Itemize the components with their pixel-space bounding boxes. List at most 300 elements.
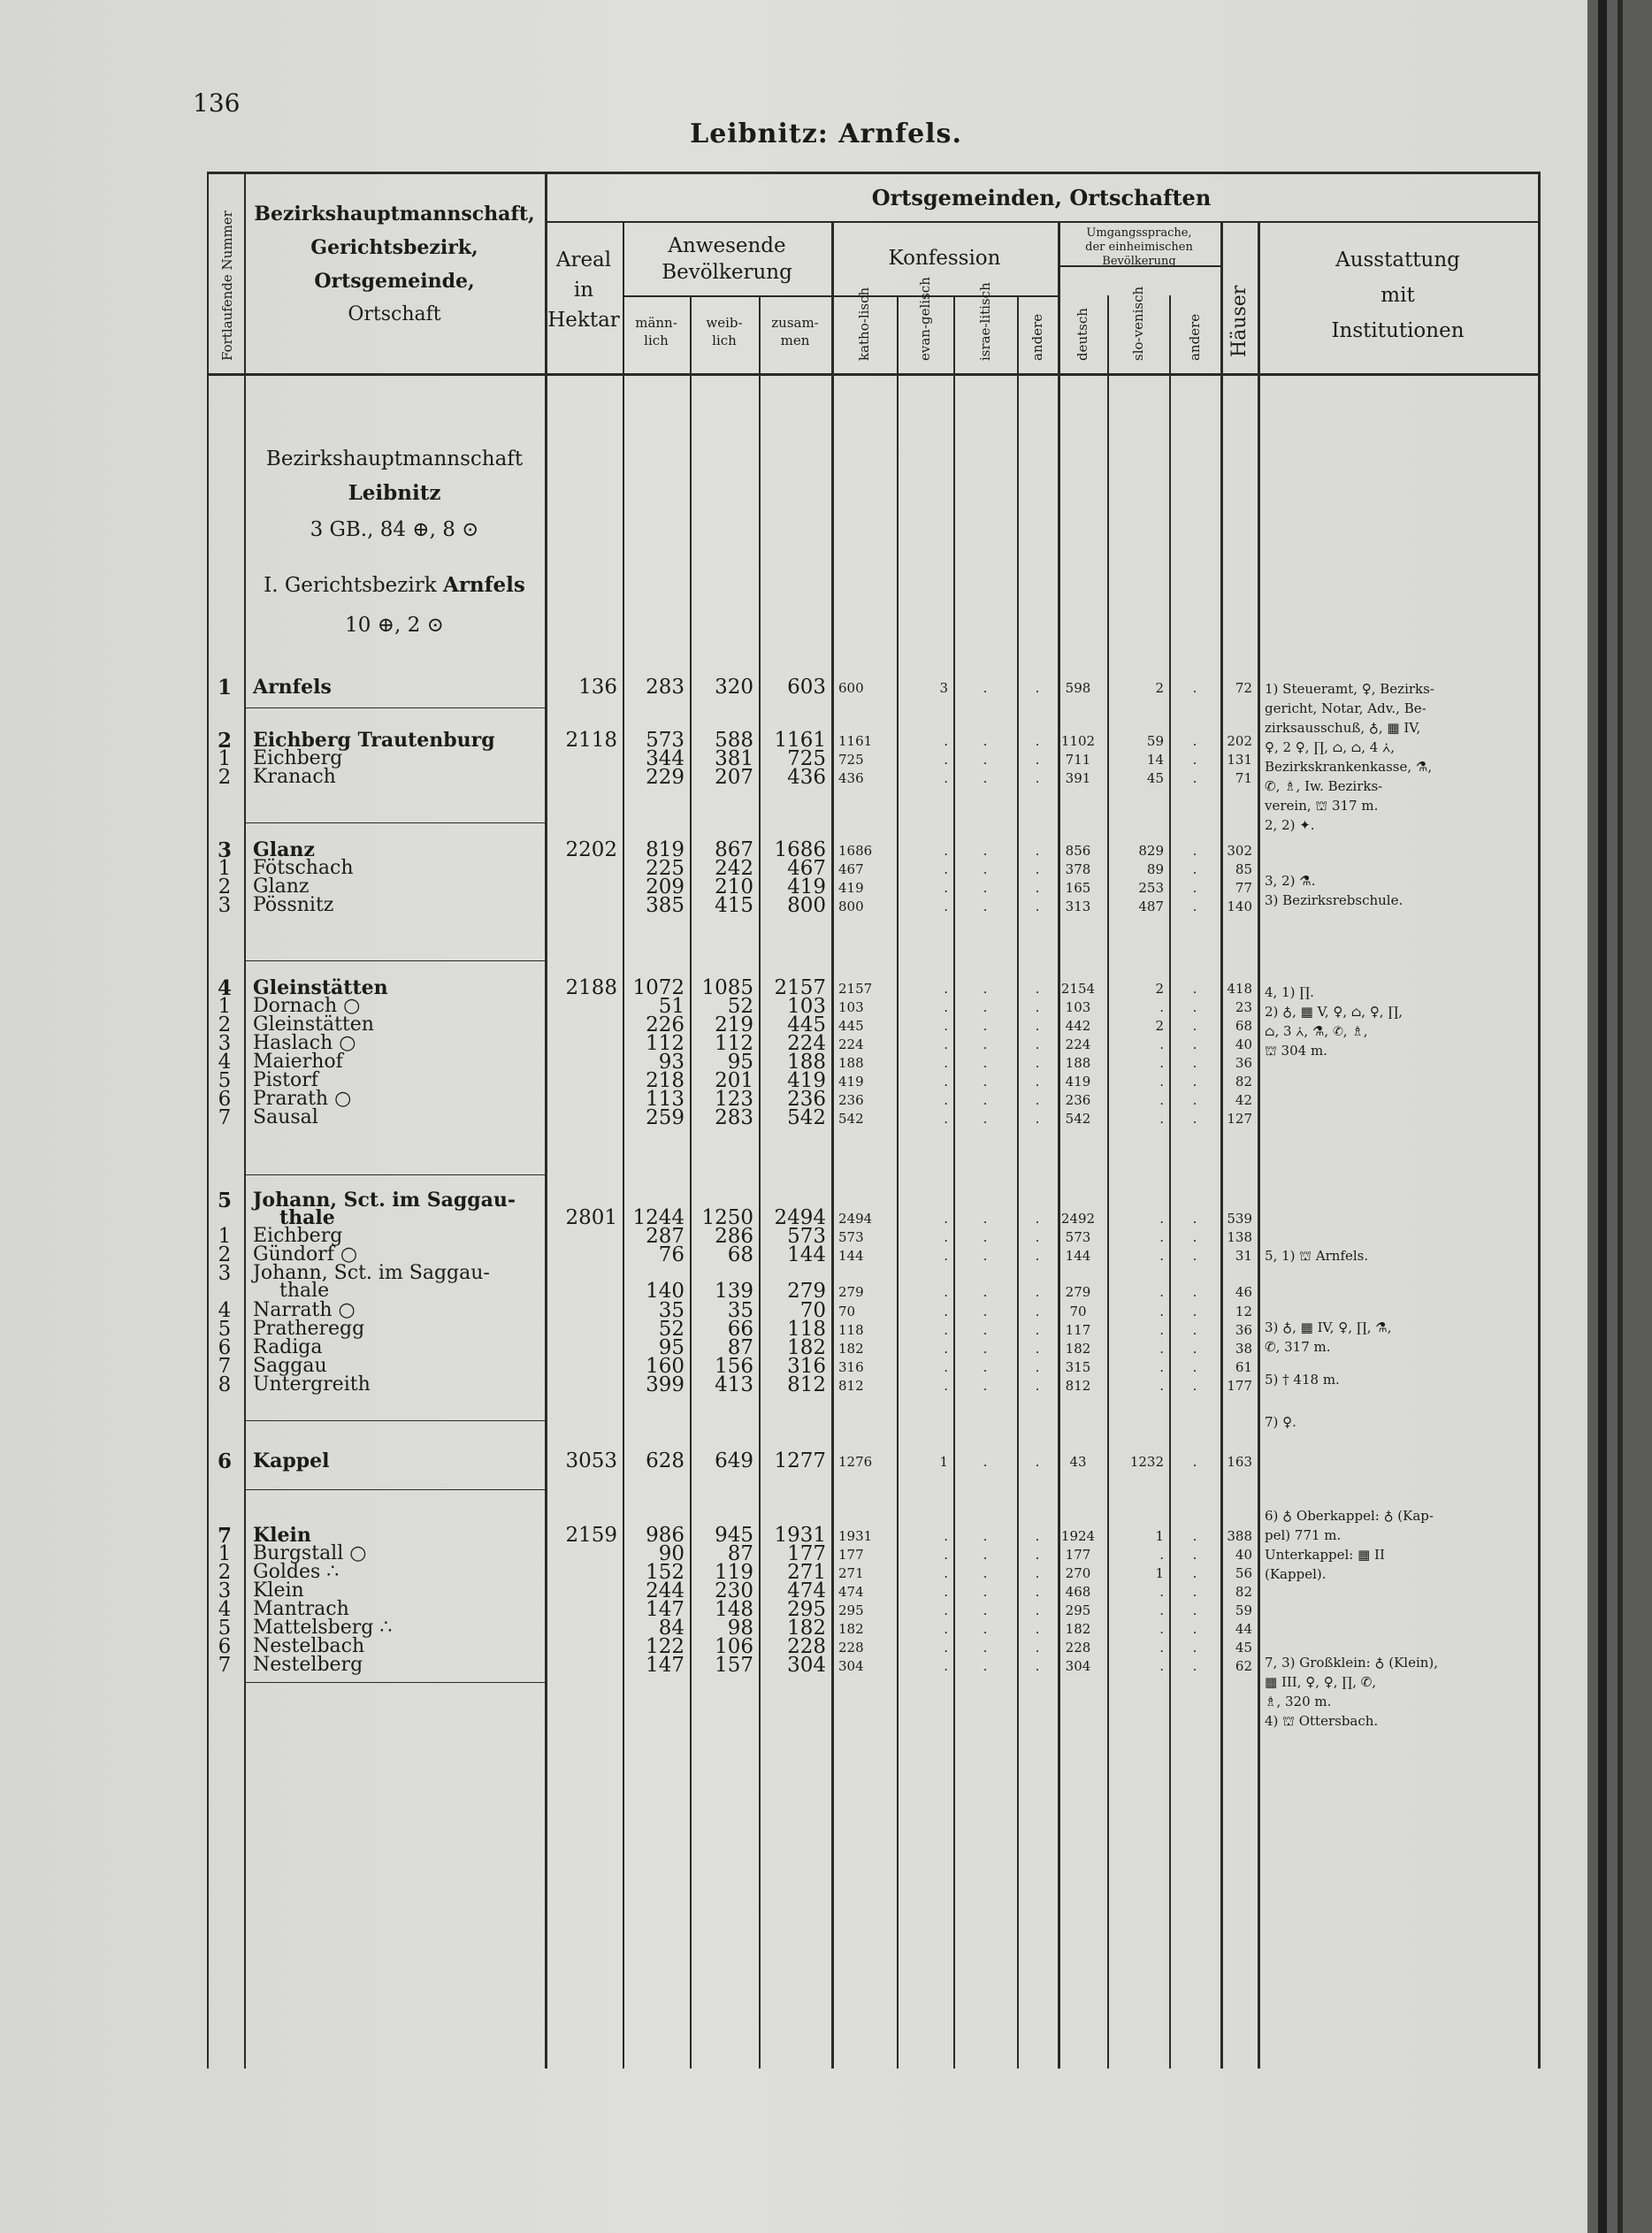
row-evangelisch: .	[944, 1359, 948, 1375]
row-deutsch: 711	[1065, 752, 1091, 768]
row-sprache-andere: .	[1192, 1055, 1197, 1071]
row-name: Johann, Sct. im Saggau-	[253, 1262, 490, 1284]
row-haeuser: 62	[1235, 1658, 1252, 1674]
row-slovenisch: .	[1159, 1584, 1164, 1600]
row-evangelisch: .	[944, 1055, 948, 1071]
row-weiblich: 207	[715, 766, 753, 789]
row-israelitisch: .	[983, 1111, 988, 1127]
row-sprache-andere: .	[1192, 861, 1197, 877]
row-maennlich: 218	[646, 1069, 685, 1092]
row-evangelisch: .	[944, 880, 948, 896]
row-weiblich: 230	[715, 1579, 753, 1602]
row-nr: 1	[217, 676, 232, 700]
row-zusammen: 177	[787, 1542, 826, 1565]
row-konf-andere: .	[1035, 1621, 1040, 1637]
row-deutsch: 182	[1065, 1621, 1091, 1637]
row-areal: 2159	[565, 1524, 617, 1547]
institution-note: 4) ⛫ Ottersbach.	[1265, 1713, 1379, 1729]
row-zusammen: 144	[787, 1243, 826, 1266]
row-zusammen: 304	[787, 1654, 826, 1677]
header-pop-col-1-b: lich	[712, 333, 737, 348]
row-nr: 4	[218, 1051, 232, 1074]
row-zusammen: 436	[787, 766, 826, 789]
rule-m	[690, 295, 692, 2069]
row-zusammen: 542	[787, 1106, 826, 1129]
header-sprache-0: Umgangssprache,	[1086, 226, 1192, 240]
row-israelitisch: .	[983, 1602, 988, 1618]
institution-note: 3, 2) ⚗.	[1265, 873, 1316, 889]
row-slovenisch: .	[1159, 1055, 1164, 1071]
row-konf-andere: .	[1035, 1092, 1040, 1108]
row-evangelisch: .	[944, 752, 948, 768]
institution-note: ✆, 317 m.	[1265, 1339, 1331, 1355]
row-zusammen: 1686	[774, 838, 826, 861]
row-evangelisch: .	[944, 733, 948, 749]
row-haeuser: 68	[1235, 1018, 1252, 1034]
row-weiblich: 95	[727, 1051, 753, 1074]
intro-bh: Bezirkshauptmannschaft	[265, 447, 524, 470]
row-name: Narrath ○	[253, 1299, 356, 1321]
rule-k1	[897, 295, 899, 2069]
row-zusammen: 228	[787, 1635, 826, 1658]
row-maennlich: 147	[646, 1654, 685, 1677]
row-konf-andere: .	[1035, 680, 1040, 696]
row-sprache-andere: .	[1192, 770, 1197, 786]
row-sprache-andere: .	[1192, 1304, 1197, 1319]
row-konf-andere: .	[1035, 1248, 1040, 1264]
row-sprache-andere: .	[1192, 1584, 1197, 1600]
row-israelitisch: .	[983, 899, 988, 914]
row-sprache-andere: .	[1192, 1528, 1197, 1544]
row-maennlich: 1244	[632, 1206, 685, 1229]
row-nr: 2	[218, 766, 232, 789]
row-zusammen: 279	[787, 1280, 826, 1303]
table-top-rule	[207, 172, 1540, 174]
row-israelitisch: .	[983, 770, 988, 786]
row-weiblich: 413	[715, 1373, 753, 1396]
row-sprache-andere: .	[1192, 1565, 1197, 1581]
row-deutsch: 315	[1065, 1359, 1091, 1375]
row-slovenisch: .	[1159, 1341, 1164, 1357]
row-maennlich: 1072	[632, 976, 685, 999]
row-zusammen: 573	[787, 1225, 826, 1248]
row-sprache-andere: .	[1192, 1211, 1197, 1227]
row-israelitisch: .	[983, 1018, 988, 1034]
header-konf-col-0: katho-lisch	[856, 287, 872, 361]
row-haeuser: 12	[1235, 1304, 1252, 1319]
header-district-0: Bezirkshauptmannschaft,	[254, 203, 535, 226]
row-slovenisch: .	[1159, 1359, 1164, 1375]
row-zusammen: 445	[787, 1013, 826, 1036]
row-sprache-andere: .	[1192, 1547, 1197, 1563]
row-deutsch: 182	[1065, 1341, 1091, 1357]
row-maennlich: 287	[646, 1225, 685, 1248]
row-weiblich: 119	[715, 1561, 753, 1584]
row-areal: 136	[578, 676, 617, 699]
row-weiblich: 867	[715, 838, 753, 861]
row-nr: 7	[218, 1106, 232, 1129]
row-weiblich: 68	[727, 1243, 753, 1266]
row-maennlich: 229	[646, 766, 685, 789]
row-haeuser: 31	[1235, 1248, 1252, 1264]
row-konf-andere: .	[1035, 1565, 1040, 1581]
row-konf-andere: .	[1035, 1304, 1040, 1319]
rule-k4	[1058, 221, 1060, 2069]
row-israelitisch: .	[983, 1454, 988, 1470]
rule-h	[1258, 221, 1260, 2069]
row-haeuser: 138	[1227, 1229, 1252, 1245]
row-maennlich: 259	[646, 1106, 685, 1129]
row-katholisch: 467	[838, 861, 864, 877]
row-evangelisch: .	[944, 999, 948, 1015]
row-slovenisch: .	[1159, 999, 1164, 1015]
row-name: Nestelbach	[253, 1635, 365, 1657]
row-deutsch: 378	[1065, 861, 1091, 877]
group-rule	[545, 221, 1538, 223]
row-name: Fötschach	[253, 857, 354, 879]
row-haeuser: 44	[1235, 1621, 1252, 1637]
row-katholisch: 600	[838, 680, 864, 696]
row-evangelisch: .	[944, 1074, 948, 1090]
row-konf-andere: .	[1035, 1528, 1040, 1544]
row-zusammen: 224	[787, 1032, 826, 1055]
row-deutsch: 103	[1065, 999, 1091, 1015]
row-katholisch: 103	[838, 999, 864, 1015]
row-maennlich: 84	[658, 1617, 685, 1640]
header-konf-col-1: evan-gelisch	[917, 277, 933, 361]
header-konf-col-2: israe-litisch	[977, 282, 993, 361]
row-israelitisch: .	[983, 1621, 988, 1637]
row-evangelisch: .	[944, 1584, 948, 1600]
row-weiblich: 945	[715, 1524, 753, 1547]
row-deutsch: 573	[1065, 1229, 1091, 1245]
header-district-2: Ortsgemeinde,	[314, 270, 475, 293]
institution-note: 6) ♁ Oberkappel: ♁ (Kap-	[1265, 1508, 1434, 1524]
row-katholisch: 573	[838, 1229, 864, 1245]
row-konf-andere: .	[1035, 843, 1040, 859]
row-nr: 5	[218, 1069, 232, 1092]
institution-note: ▦ III, ♀, ♀, ∏, ✆,	[1265, 1674, 1377, 1690]
header-district-1: Gerichtsbezirk,	[310, 236, 478, 259]
row-israelitisch: .	[983, 733, 988, 749]
row-nr: 5	[217, 1189, 232, 1212]
row-konf-andere: .	[1035, 999, 1040, 1015]
row-evangelisch: .	[944, 1565, 948, 1581]
row-zusammen: 103	[787, 995, 826, 1018]
row-name-cont: thale	[279, 1206, 335, 1229]
row-nr: 4	[218, 1299, 232, 1322]
header-pop-col-2: zusam-	[771, 315, 819, 331]
row-israelitisch: .	[983, 1378, 988, 1394]
institution-note: 4, 1) ∏.	[1265, 984, 1314, 1000]
header-ortsgemeinden: Ortsgemeinden, Ortschaften	[871, 185, 1212, 210]
row-weiblich: 1085	[701, 976, 753, 999]
row-zusammen: 800	[787, 894, 826, 917]
row-haeuser: 59	[1235, 1602, 1252, 1618]
row-nr: 1	[218, 1542, 232, 1565]
row-katholisch: 1931	[838, 1528, 873, 1544]
row-zusammen: 295	[787, 1598, 826, 1621]
row-deutsch: 236	[1065, 1092, 1091, 1108]
intro-gb-name: Arnfels	[442, 573, 525, 597]
row-katholisch: 1276	[838, 1454, 873, 1470]
rule-s1	[1107, 295, 1109, 2069]
row-konf-andere: .	[1035, 1036, 1040, 1052]
institution-note: verein, ⛫ 317 m.	[1265, 798, 1379, 814]
row-slovenisch: .	[1159, 1547, 1164, 1563]
row-katholisch: 542	[838, 1111, 864, 1127]
row-sprache-andere: .	[1192, 843, 1197, 859]
row-zusammen: 182	[787, 1617, 826, 1640]
row-weiblich: 219	[715, 1013, 753, 1036]
row-katholisch: 316	[838, 1359, 864, 1375]
row-katholisch: 800	[838, 899, 864, 914]
row-katholisch: 1686	[838, 843, 873, 859]
row-deutsch: 442	[1065, 1018, 1091, 1034]
institution-note: ♀, 2 ♀, ∏, ⌂, ⌂, 4 ⩑,	[1265, 739, 1395, 755]
row-maennlich: 986	[646, 1524, 685, 1547]
row-konf-andere: .	[1035, 899, 1040, 914]
row-deutsch: 177	[1065, 1547, 1091, 1563]
row-haeuser: 45	[1235, 1640, 1252, 1656]
row-katholisch: 224	[838, 1036, 864, 1052]
row-zusammen: 70	[799, 1299, 826, 1322]
row-name: Arnfels	[253, 676, 332, 699]
row-katholisch: 144	[838, 1248, 864, 1264]
institution-note: 7) ♀.	[1265, 1414, 1296, 1430]
row-maennlich: 385	[646, 894, 685, 917]
row-name: Haslach ○	[253, 1032, 356, 1054]
row-slovenisch: .	[1159, 1621, 1164, 1637]
institution-note: ⌂, 3 ⩑, ⚗, ✆, ♗,	[1265, 1023, 1368, 1039]
row-maennlich: 95	[658, 1336, 685, 1359]
row-slovenisch: .	[1159, 1248, 1164, 1264]
row-evangelisch: .	[944, 1111, 948, 1127]
rule-s3	[1220, 221, 1223, 2069]
row-zusammen: 812	[787, 1373, 826, 1396]
header-ausstattung-2: Institutionen	[1331, 319, 1465, 342]
row-israelitisch: .	[983, 1565, 988, 1581]
row-israelitisch: .	[983, 1284, 988, 1300]
row-sprache-andere: .	[1192, 1111, 1197, 1127]
row-konf-andere: .	[1035, 752, 1040, 768]
row-name-cont: thale	[279, 1280, 330, 1302]
row-name: Mattelsberg ∴	[253, 1617, 393, 1639]
row-deutsch: 598	[1065, 680, 1091, 696]
page-number: 136	[193, 88, 241, 118]
row-deutsch: 304	[1065, 1658, 1091, 1674]
row-nr: 6	[218, 1336, 232, 1359]
row-slovenisch: 253	[1138, 880, 1164, 896]
row-sprache-andere: .	[1192, 899, 1197, 914]
row-slovenisch: 2	[1155, 680, 1164, 696]
row-maennlich: 160	[646, 1355, 685, 1378]
row-sprache-andere: .	[1192, 1248, 1197, 1264]
institution-note: pel) 771 m.	[1265, 1527, 1342, 1543]
row-deutsch: 812	[1065, 1378, 1091, 1394]
row-weiblich: 588	[715, 729, 753, 752]
row-haeuser: 71	[1235, 770, 1252, 786]
row-maennlich: 152	[646, 1561, 685, 1584]
institution-note: gericht, Notar, Adv., Be-	[1265, 700, 1426, 716]
row-maennlich: 122	[646, 1635, 685, 1658]
row-name: Gleinstätten	[253, 1013, 374, 1036]
row-name: Mantrach	[253, 1598, 349, 1620]
row-weiblich: 286	[715, 1225, 753, 1248]
row-slovenisch: 1	[1155, 1565, 1164, 1581]
row-name: Kappel	[253, 1449, 330, 1472]
row-nr: 3	[218, 1032, 232, 1055]
row-sprache-andere: .	[1192, 1074, 1197, 1090]
row-katholisch: 725	[838, 752, 864, 768]
row-zusammen: 271	[787, 1561, 826, 1584]
row-weiblich: 1250	[701, 1206, 753, 1229]
row-deutsch: 542	[1065, 1111, 1091, 1127]
row-slovenisch: .	[1159, 1378, 1164, 1394]
row-israelitisch: .	[983, 1055, 988, 1071]
row-nr: 3	[218, 1262, 232, 1285]
row-slovenisch: .	[1159, 1092, 1164, 1108]
row-katholisch: 182	[838, 1621, 864, 1637]
row-name: Gündorf ○	[253, 1243, 358, 1266]
row-sprache-andere: .	[1192, 752, 1197, 768]
row-katholisch: 279	[838, 1284, 864, 1300]
row-slovenisch: .	[1159, 1211, 1164, 1227]
row-haeuser: 23	[1235, 999, 1252, 1015]
institution-note: 5, 1) ⛫ Arnfels.	[1265, 1248, 1369, 1264]
row-haeuser: 40	[1235, 1036, 1252, 1052]
row-maennlich: 93	[658, 1051, 685, 1074]
row-name: Pistorf	[253, 1069, 318, 1091]
row-evangelisch: .	[944, 1304, 948, 1319]
header-sprache-2: Bevölkerung	[1102, 255, 1176, 268]
row-deutsch: 419	[1065, 1074, 1091, 1090]
row-name: Pratheregg	[253, 1318, 365, 1340]
row-deutsch: 313	[1065, 899, 1091, 914]
row-zusammen: 182	[787, 1336, 826, 1359]
row-weiblich: 283	[715, 1106, 753, 1129]
gemeinde-separator-6	[244, 1682, 545, 1683]
row-konf-andere: .	[1035, 1359, 1040, 1375]
row-konf-andere: .	[1035, 1341, 1040, 1357]
row-konf-andere: .	[1035, 1229, 1040, 1245]
row-slovenisch: .	[1159, 1111, 1164, 1127]
row-haeuser: 127	[1227, 1111, 1252, 1127]
header-pop-col-1: weib-	[706, 315, 743, 331]
row-katholisch: 188	[838, 1055, 864, 1071]
row-evangelisch: .	[944, 981, 948, 997]
row-slovenisch: .	[1159, 1640, 1164, 1656]
row-slovenisch: 59	[1146, 733, 1164, 749]
row-haeuser: 140	[1227, 899, 1252, 914]
row-sprache-andere: .	[1192, 1229, 1197, 1245]
row-evangelisch: .	[944, 1547, 948, 1563]
row-deutsch: 117	[1065, 1322, 1091, 1338]
row-nr: 1	[218, 747, 232, 770]
row-israelitisch: .	[983, 843, 988, 859]
header-population-1: Bevölkerung	[662, 261, 792, 284]
row-haeuser: 388	[1227, 1528, 1252, 1544]
row-maennlich: 226	[646, 1013, 685, 1036]
intro-gb-prefix: I. Gerichtsbezirk	[264, 574, 443, 597]
header-konf-col-3: andere	[1029, 313, 1045, 361]
row-nr: 3	[217, 838, 232, 862]
header-sprache-1: der einheimischen	[1085, 241, 1193, 254]
row-katholisch: 1161	[838, 733, 873, 749]
row-katholisch: 236	[838, 1092, 864, 1108]
row-evangelisch: .	[944, 1229, 948, 1245]
header-pop-col-2-b: men	[780, 333, 810, 348]
row-slovenisch: .	[1159, 1304, 1164, 1319]
row-name: Eichberg	[253, 747, 343, 769]
row-deutsch: 144	[1065, 1248, 1091, 1264]
row-evangelisch: .	[944, 1322, 948, 1338]
row-evangelisch: .	[944, 843, 948, 859]
row-weiblich: 139	[715, 1280, 753, 1303]
page-title: Leibnitz: Arnfels.	[690, 119, 962, 149]
row-haeuser: 40	[1235, 1547, 1252, 1563]
institution-note: 3) Bezirksrebschule.	[1265, 892, 1403, 908]
row-konf-andere: .	[1035, 770, 1040, 786]
row-nr: 8	[218, 1373, 232, 1396]
row-name: Burgstall ○	[253, 1542, 367, 1564]
row-katholisch: 436	[838, 770, 864, 786]
row-israelitisch: .	[983, 1640, 988, 1656]
row-deutsch: 43	[1069, 1454, 1087, 1470]
gemeinde-separator-3	[244, 1174, 545, 1175]
row-haeuser: 131	[1227, 752, 1252, 768]
row-name: Kranach	[253, 766, 336, 788]
row-evangelisch: 3	[939, 680, 948, 696]
row-maennlich: 573	[646, 729, 685, 752]
row-areal: 2118	[565, 729, 617, 752]
row-sprache-andere: .	[1192, 1378, 1197, 1394]
row-nr: 2	[218, 1243, 232, 1266]
row-nr: 6	[218, 1635, 232, 1658]
row-slovenisch: .	[1159, 1036, 1164, 1052]
row-haeuser: 56	[1235, 1565, 1252, 1581]
row-konf-andere: .	[1035, 1074, 1040, 1090]
row-haeuser: 72	[1235, 680, 1252, 696]
row-israelitisch: .	[983, 880, 988, 896]
row-weiblich: 649	[715, 1449, 753, 1472]
row-name: Gleinstätten	[253, 976, 388, 999]
row-israelitisch: .	[983, 680, 988, 696]
row-nr: 2	[218, 1013, 232, 1036]
gemeinde-separator-5	[244, 1489, 545, 1490]
row-name: Goldes ∴	[253, 1561, 340, 1583]
row-evangelisch: .	[944, 1640, 948, 1656]
intro-gb-stats: 10 ⊕, 2 ⊙	[345, 614, 444, 637]
row-evangelisch: .	[944, 1092, 948, 1108]
row-deutsch: 228	[1065, 1640, 1091, 1656]
row-konf-andere: .	[1035, 861, 1040, 877]
rule-w	[759, 295, 761, 2069]
row-name: Dornach ○	[253, 995, 361, 1017]
row-name: Nestelberg	[253, 1654, 363, 1676]
row-konf-andere: .	[1035, 1640, 1040, 1656]
row-nr: 2	[218, 1561, 232, 1584]
institution-note: 2, 2) ✦.	[1265, 817, 1315, 833]
row-slovenisch: 45	[1146, 770, 1164, 786]
row-nr: 7	[218, 1654, 232, 1677]
rule-s2	[1169, 295, 1171, 2069]
row-haeuser: 36	[1235, 1055, 1252, 1071]
gemeinde-separator-4	[244, 1420, 545, 1421]
row-weiblich: 156	[715, 1355, 753, 1378]
row-weiblich: 52	[727, 995, 753, 1018]
intro-stats: 3 GB., 84 ⊕, 8 ⊙	[310, 518, 479, 541]
